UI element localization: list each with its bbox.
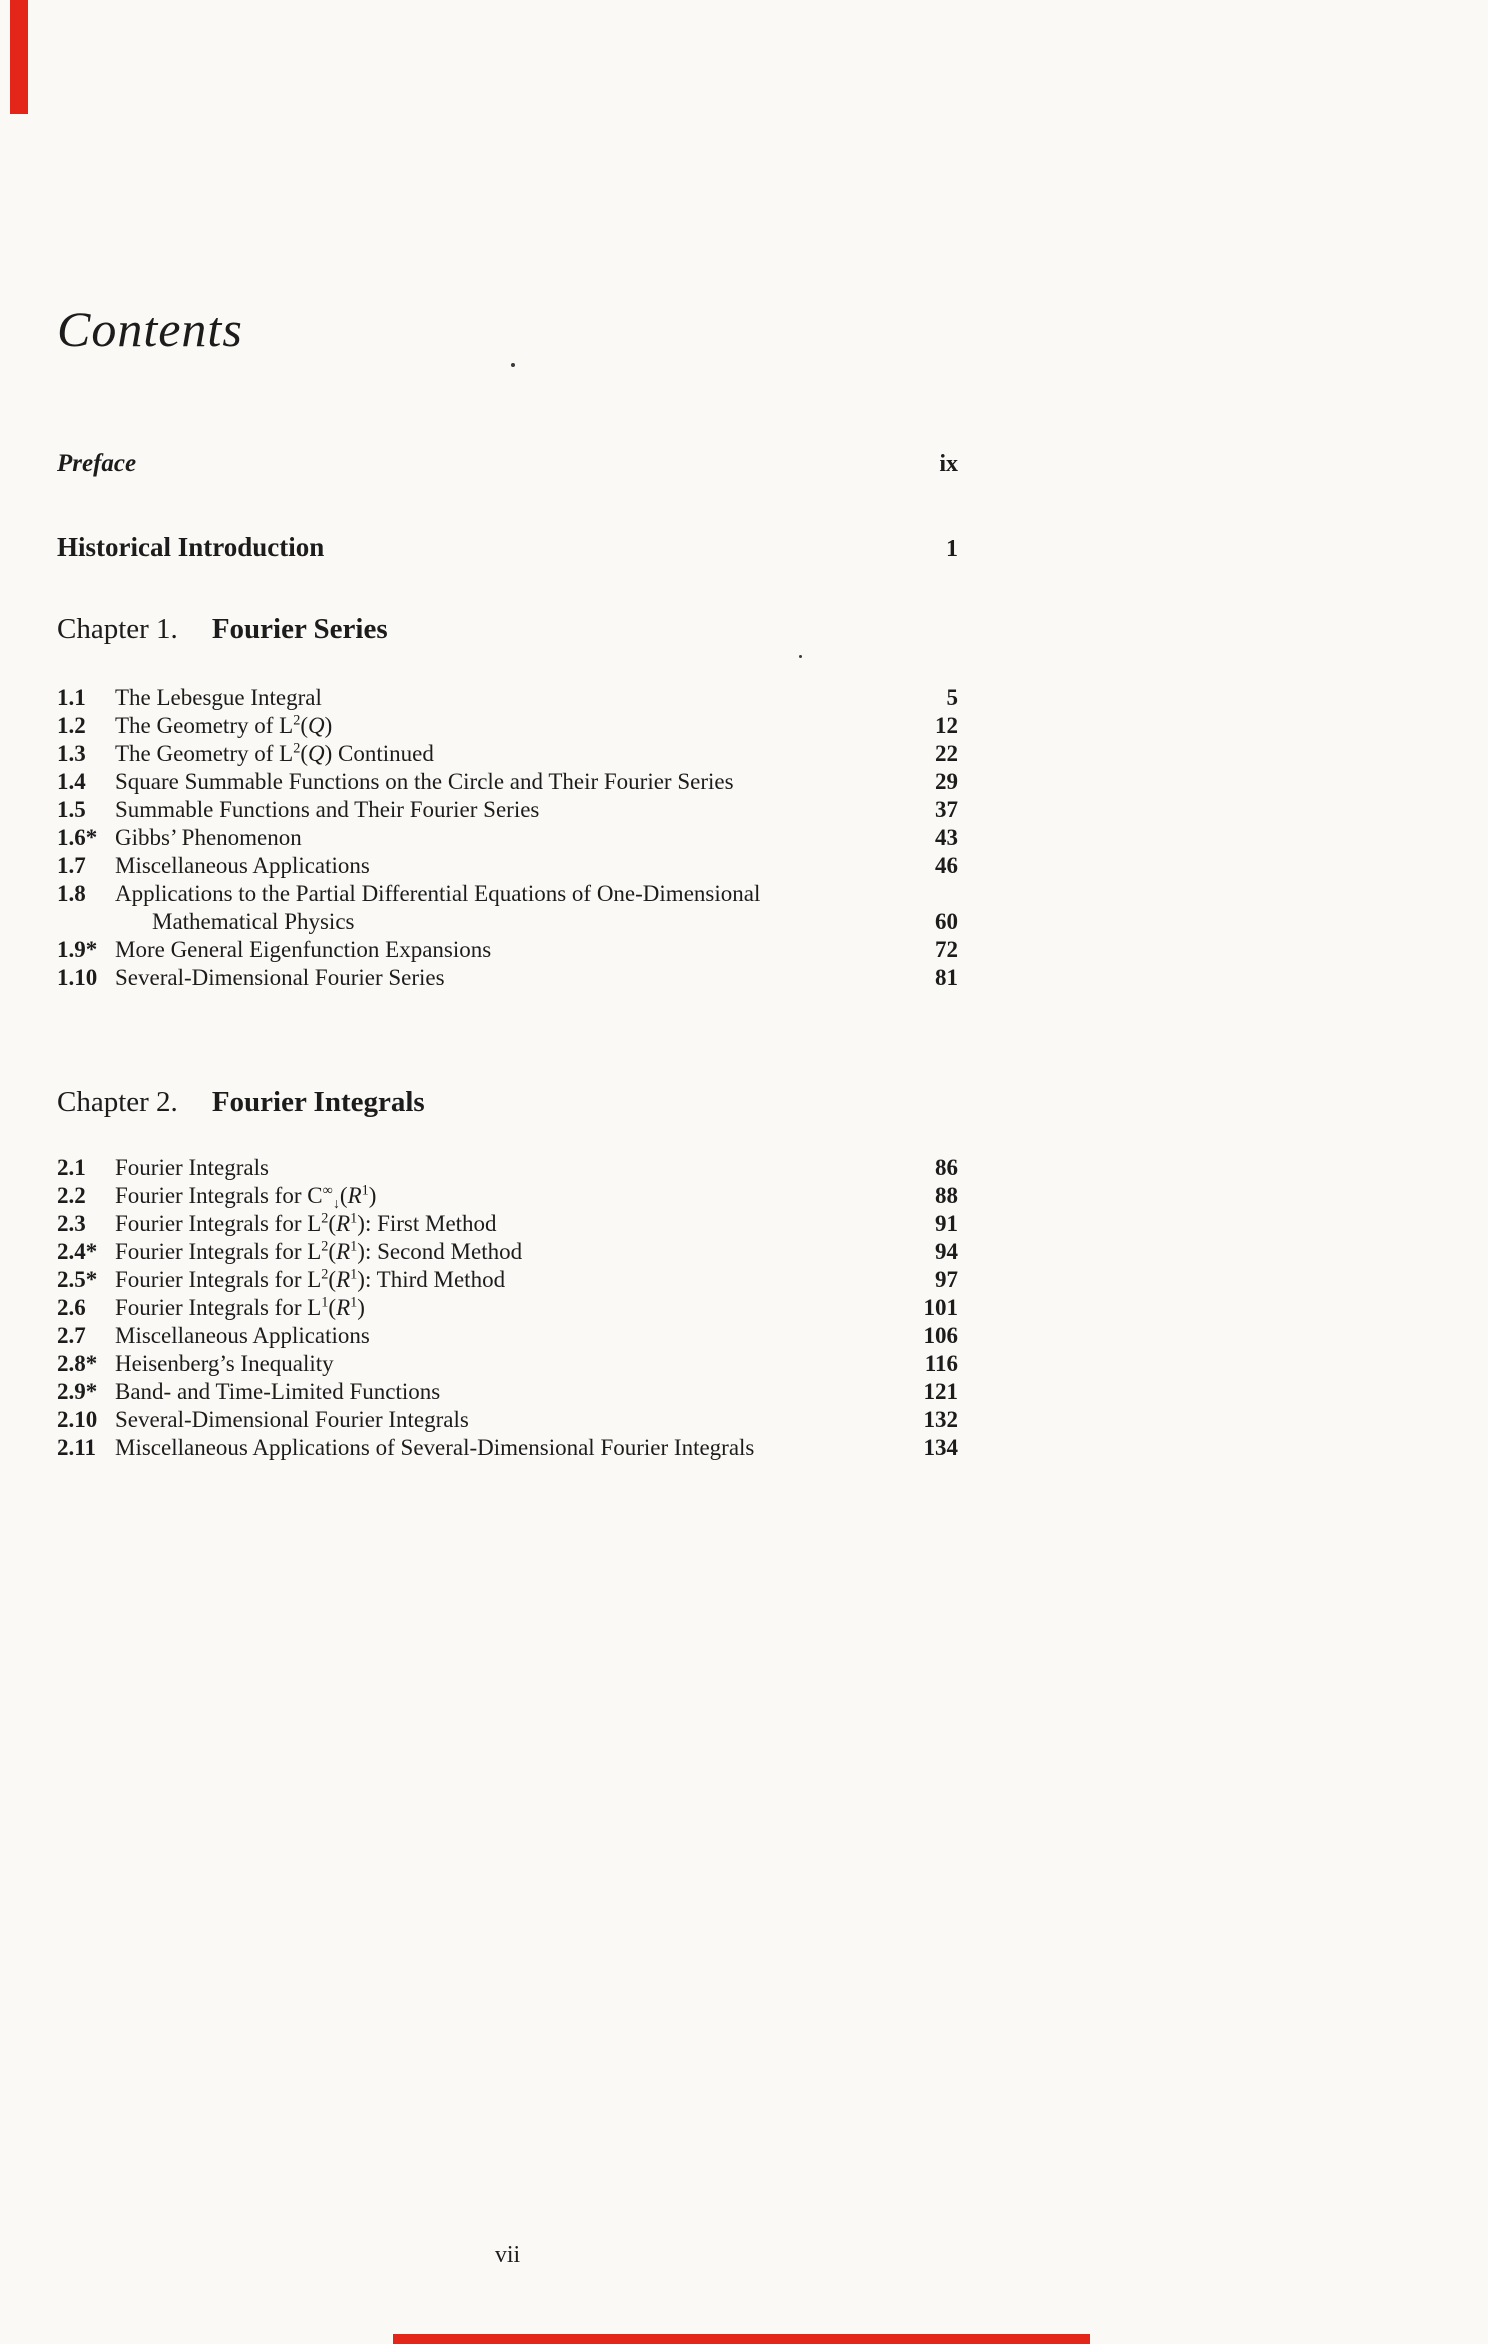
toc-entry: [57, 936, 958, 964]
section-page-number: 46: [935, 853, 958, 878]
section-title: The Geometry of $L^2(Q)$: [115, 712, 333, 738]
section-number: 1.6*: [57, 825, 98, 850]
section-title: Miscellaneous Applications: [115, 1323, 370, 1348]
section-number: 1.8: [57, 881, 86, 906]
section-page-number: 86: [935, 1155, 958, 1180]
section-page-number: 81: [935, 965, 958, 990]
section-title: Fourier Integrals: [115, 1155, 269, 1180]
section-page-number: 29: [935, 769, 958, 794]
chapter-2-title: Fourier Integrals: [211, 1086, 425, 1118]
section-number: 2.5*: [57, 1267, 98, 1292]
chapter-1-section-list: [57, 684, 958, 992]
section-title: Several-Dimensional Fourier Series: [115, 965, 445, 990]
toc-entry: [57, 768, 958, 796]
section-page-number: 134: [923, 1435, 958, 1460]
section-page-number: 132: [923, 1407, 958, 1432]
section-title: Gibbs’ Phenomenon: [115, 825, 302, 850]
preface-label: Preface: [57, 450, 137, 477]
section-title: The Lebesgue Integral: [115, 685, 322, 710]
chapter-1-title: Fourier Series: [211, 613, 388, 645]
section-number: 2.8*: [57, 1351, 98, 1376]
historical-introduction-page-number: 1: [946, 536, 958, 562]
toc-entry: [57, 1406, 958, 1434]
section-number: 1.5: [57, 797, 86, 822]
section-page-number: 91: [935, 1211, 958, 1236]
toc-entry: [57, 1266, 958, 1294]
section-number: 2.10: [57, 1407, 98, 1432]
section-page-number: 101: [923, 1295, 958, 1320]
section-page-number: 5: [946, 685, 958, 710]
historical-introduction-label: Historical Introduction: [57, 532, 325, 562]
section-title: Heisenberg’s Inequality: [115, 1351, 334, 1376]
section-title: Applications to the Partial Differential Equations of One-Dimensional Mathematical Physics: [115, 881, 761, 934]
toc-entry: [57, 852, 958, 880]
section-page-number: 37: [935, 797, 958, 822]
section-page-number: 88: [935, 1183, 958, 1208]
section-title: Fourier Integrals for $L^2(R^1)$: Second Method: [115, 1238, 523, 1264]
toc-entry: [57, 1210, 958, 1238]
section-number: 1.3: [57, 741, 86, 766]
section-number: 2.11: [57, 1435, 96, 1460]
section-page-number: 116: [924, 1351, 958, 1376]
section-number: 2.7: [57, 1323, 86, 1348]
toc-entry: [57, 1182, 958, 1210]
section-title: Square Summable Functions on the Circle and Their Fourier Series: [115, 769, 734, 794]
section-page-number: 43: [935, 825, 958, 850]
section-page-number: 12: [935, 713, 958, 738]
section-number: 1.4: [57, 769, 86, 794]
toc-entry: [57, 1434, 958, 1462]
toc-entry: [57, 824, 958, 852]
section-number: 2.3: [57, 1211, 86, 1236]
section-number: 2.6: [57, 1295, 86, 1320]
chapter-1-heading: [57, 613, 958, 646]
toc-entry: [57, 1322, 958, 1350]
section-title: Fourier Integrals for $L^1(R^1)$: [115, 1294, 365, 1320]
toc-content: [57, 0, 958, 1462]
section-number: 2.9*: [57, 1379, 98, 1404]
toc-entry: [57, 1154, 958, 1182]
page-folio: vii: [494, 2242, 521, 2268]
section-title: Band- and Time-Limited Functions: [115, 1379, 441, 1404]
toc-entry: [57, 1294, 958, 1322]
preface-page-number: ix: [939, 451, 958, 477]
section-page-number: 97: [935, 1267, 958, 1292]
section-title: Several-Dimensional Fourier Integrals: [115, 1407, 469, 1432]
red-bookmark-mark-bottom: [393, 2334, 1090, 2344]
chapter-1-label: Chapter 1.: [57, 613, 178, 645]
section-page-number: 22: [935, 741, 958, 766]
section-page-number: 72: [935, 937, 958, 962]
section-number: 1.2: [57, 713, 86, 738]
front-matter-row-historical-introduction: [57, 532, 958, 563]
chapter-2-label: Chapter 2.: [57, 1086, 178, 1118]
chapter-2-heading: [57, 1086, 958, 1119]
section-number: 1.9*: [57, 937, 98, 962]
red-bookmark-mark-top: [10, 0, 28, 114]
section-page-number: 60: [935, 909, 958, 934]
section-number: 1.10: [57, 965, 98, 990]
toc-entry: [57, 1378, 958, 1406]
section-number: 1.1: [57, 685, 86, 710]
toc-entry: [57, 796, 958, 824]
section-title: Miscellaneous Applications: [115, 853, 370, 878]
section-number: 2.1: [57, 1155, 86, 1180]
toc-entry: [57, 1350, 958, 1378]
section-number: 2.4*: [57, 1239, 98, 1264]
toc-entry: [57, 684, 958, 712]
toc-entry: [57, 740, 958, 768]
section-page-number: 94: [935, 1239, 958, 1264]
section-title: Fourier Integrals for $C^\infty_↓(R^1)$: [115, 1182, 377, 1212]
section-title: The Geometry of $L^2(Q)$ Continued: [115, 740, 434, 766]
toc-entry: [57, 712, 958, 740]
section-page-number: 121: [923, 1379, 958, 1404]
front-matter-row-preface: [57, 450, 958, 478]
section-title: Miscellaneous Applications of Several-Dimensional Fourier Integrals: [115, 1435, 755, 1460]
section-title: Summable Functions and Their Fourier Series: [115, 797, 540, 822]
section-title: Fourier Integrals for $L^2(R^1)$: Third Method: [115, 1266, 506, 1292]
section-title: Fourier Integrals for $L^2(R^1)$: First Method: [115, 1210, 497, 1236]
chapter-2-section-list: [57, 1154, 958, 1462]
section-number: 2.2: [57, 1183, 86, 1208]
section-number: 1.7: [57, 853, 86, 878]
toc-entry: [57, 1238, 958, 1266]
toc-entry: [57, 880, 958, 936]
toc-entry: [57, 964, 958, 992]
section-page-number: 106: [923, 1323, 958, 1348]
section-title: More General Eigenfunction Expansions: [115, 937, 492, 962]
page-title: Contents: [57, 301, 243, 357]
